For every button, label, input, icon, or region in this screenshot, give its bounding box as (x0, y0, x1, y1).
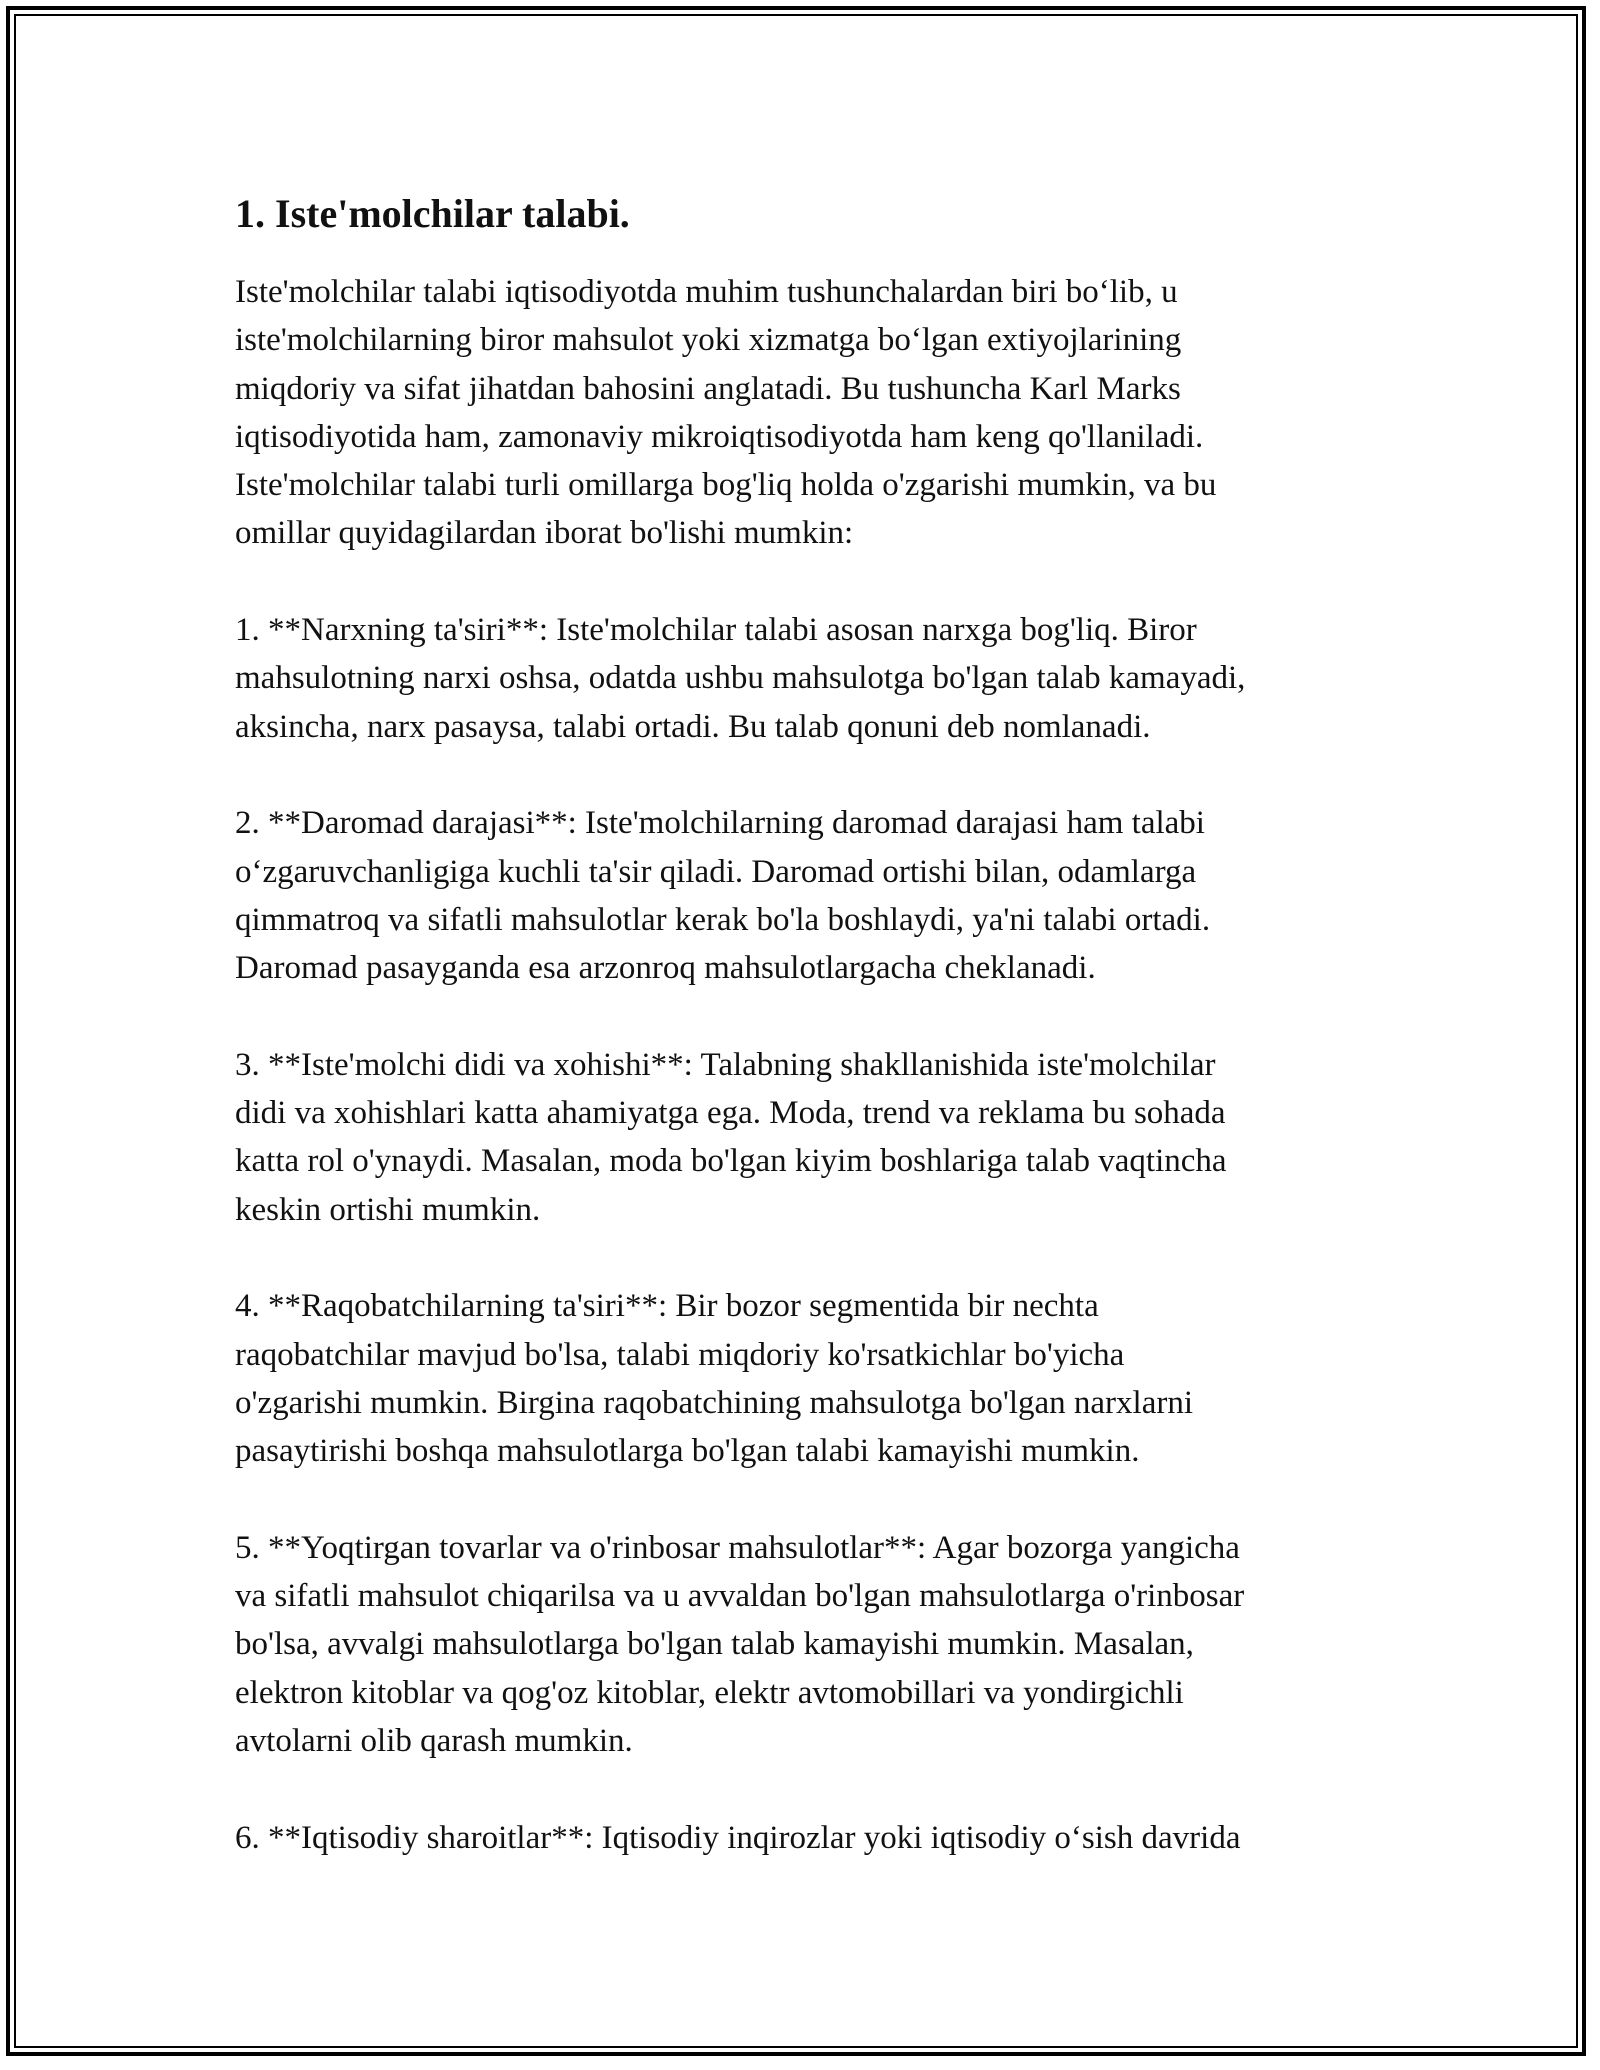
text-line: pasaytirishi boshqa mahsulotlarga bo'lgan talabi kamayishi mumkin. (235, 1433, 1140, 1470)
section-heading: 1. Iste'molchilar talabi. (235, 191, 630, 236)
text-line: elektron kitoblar va qog'oz kitoblar, elektr avtomobillari va yondirgichli (235, 1674, 1184, 1711)
text-line: o'zgarishi mumkin. Birgina raqobatchining mahsulotga bo'lgan narxlarni (235, 1384, 1193, 1421)
blank-line (235, 1475, 1375, 1523)
text-line: qimmatroq va sifatli mahsulotlar kerak bo'la boshlaydi, ya'ni talabi ortadi. (235, 901, 1211, 938)
blank-line (235, 1765, 1375, 1813)
text-line: keskin ortishi mumkin. (235, 1191, 541, 1228)
blank-line (235, 992, 1375, 1040)
text-line: 2. **Daromad darajasi**: Iste'molchilarning daromad darajasi ham talabi (235, 805, 1205, 842)
document-text (235, 268, 1375, 1862)
text-line: raqobatchilar mavjud bo'lsa, talabi miqdoriy ko'rsatkichlar bo'yicha (235, 1336, 1125, 1373)
document-body (235, 186, 1375, 1862)
text-line: 3. **Iste'molchi didi va xohishi**: Talabning shakllanishida iste'molchilar (235, 1046, 1216, 1083)
text-line: Daromad pasayganda esa arzonroq mahsulotlargacha cheklanadi. (235, 950, 1096, 987)
blank-line (235, 751, 1375, 799)
text-line: Iste'molchilar talabi turli omillarga bog'liq holda o'zgarishi mumkin, va bu (235, 467, 1217, 504)
text-line: 5. **Yoqtirgan tovarlar va o'rinbosar mahsulotlar**: Agar bozorga yangicha (235, 1529, 1240, 1566)
text-line: 6. **Iqtisodiy sharoitlar**: Iqtisodiy inqirozlar yoki iqtisodiy o‘sish davrida (235, 1819, 1241, 1856)
text-line: iqtisodiyotida ham, zamonaviy mikroiqtisodiyotda ham keng qo'llaniladi. (235, 418, 1204, 455)
text-line: mahsulotning narxi oshsa, odatda ushbu mahsulotga bo'lgan talab kamayadi, (235, 660, 1246, 697)
text-line: iste'molchilarning biror mahsulot yoki xizmatga bo‘lgan extiyojlarining (235, 322, 1182, 359)
text-line: o‘zgaruvchanligiga kuchli ta'sir qiladi. Daromad ortishi bilan, odamlarga (235, 853, 1197, 890)
text-line: avtolarni olib qarash mumkin. (235, 1722, 633, 1759)
text-line: didi va xohishlari katta ahamiyatga ega. Moda, trend va reklama bu sohada (235, 1095, 1226, 1132)
blank-line (235, 558, 1375, 606)
text-line: katta rol o'ynaydi. Masalan, moda bo'lgan kiyim boshlariga talab vaqtincha (235, 1143, 1227, 1180)
text-line: 1. **Narxning ta'siri**: Iste'molchilar talabi asosan narxga bog'liq. Biror (235, 612, 1197, 649)
text-line: aksincha, narx pasaysa, talabi ortadi. Bu talab qonuni deb nomlanadi. (235, 708, 1151, 745)
text-line: va sifatli mahsulot chiqarilsa va u avvaldan bo'lgan mahsulotlarga o'rinbosar (235, 1578, 1245, 1615)
blank-line (235, 1234, 1375, 1282)
text-line: bo'lsa, avvalgi mahsulotlarga bo'lgan talab kamayishi mumkin. Masalan, (235, 1626, 1194, 1663)
text-line: Iste'molchilar talabi iqtisodiyotda muhim tushunchalardan biri bo‘lib, u (235, 274, 1178, 310)
text-line: 4. **Raqobatchilarning ta'siri**: Bir bozor segmentida bir nechta (235, 1288, 1099, 1325)
text-line: miqdoriy va sifat jihatdan bahosini anglatadi. Bu tushuncha Karl Marks (235, 370, 1181, 407)
text-line: omillar quyidagilardan iborat bo'lishi mumkin: (235, 515, 854, 552)
